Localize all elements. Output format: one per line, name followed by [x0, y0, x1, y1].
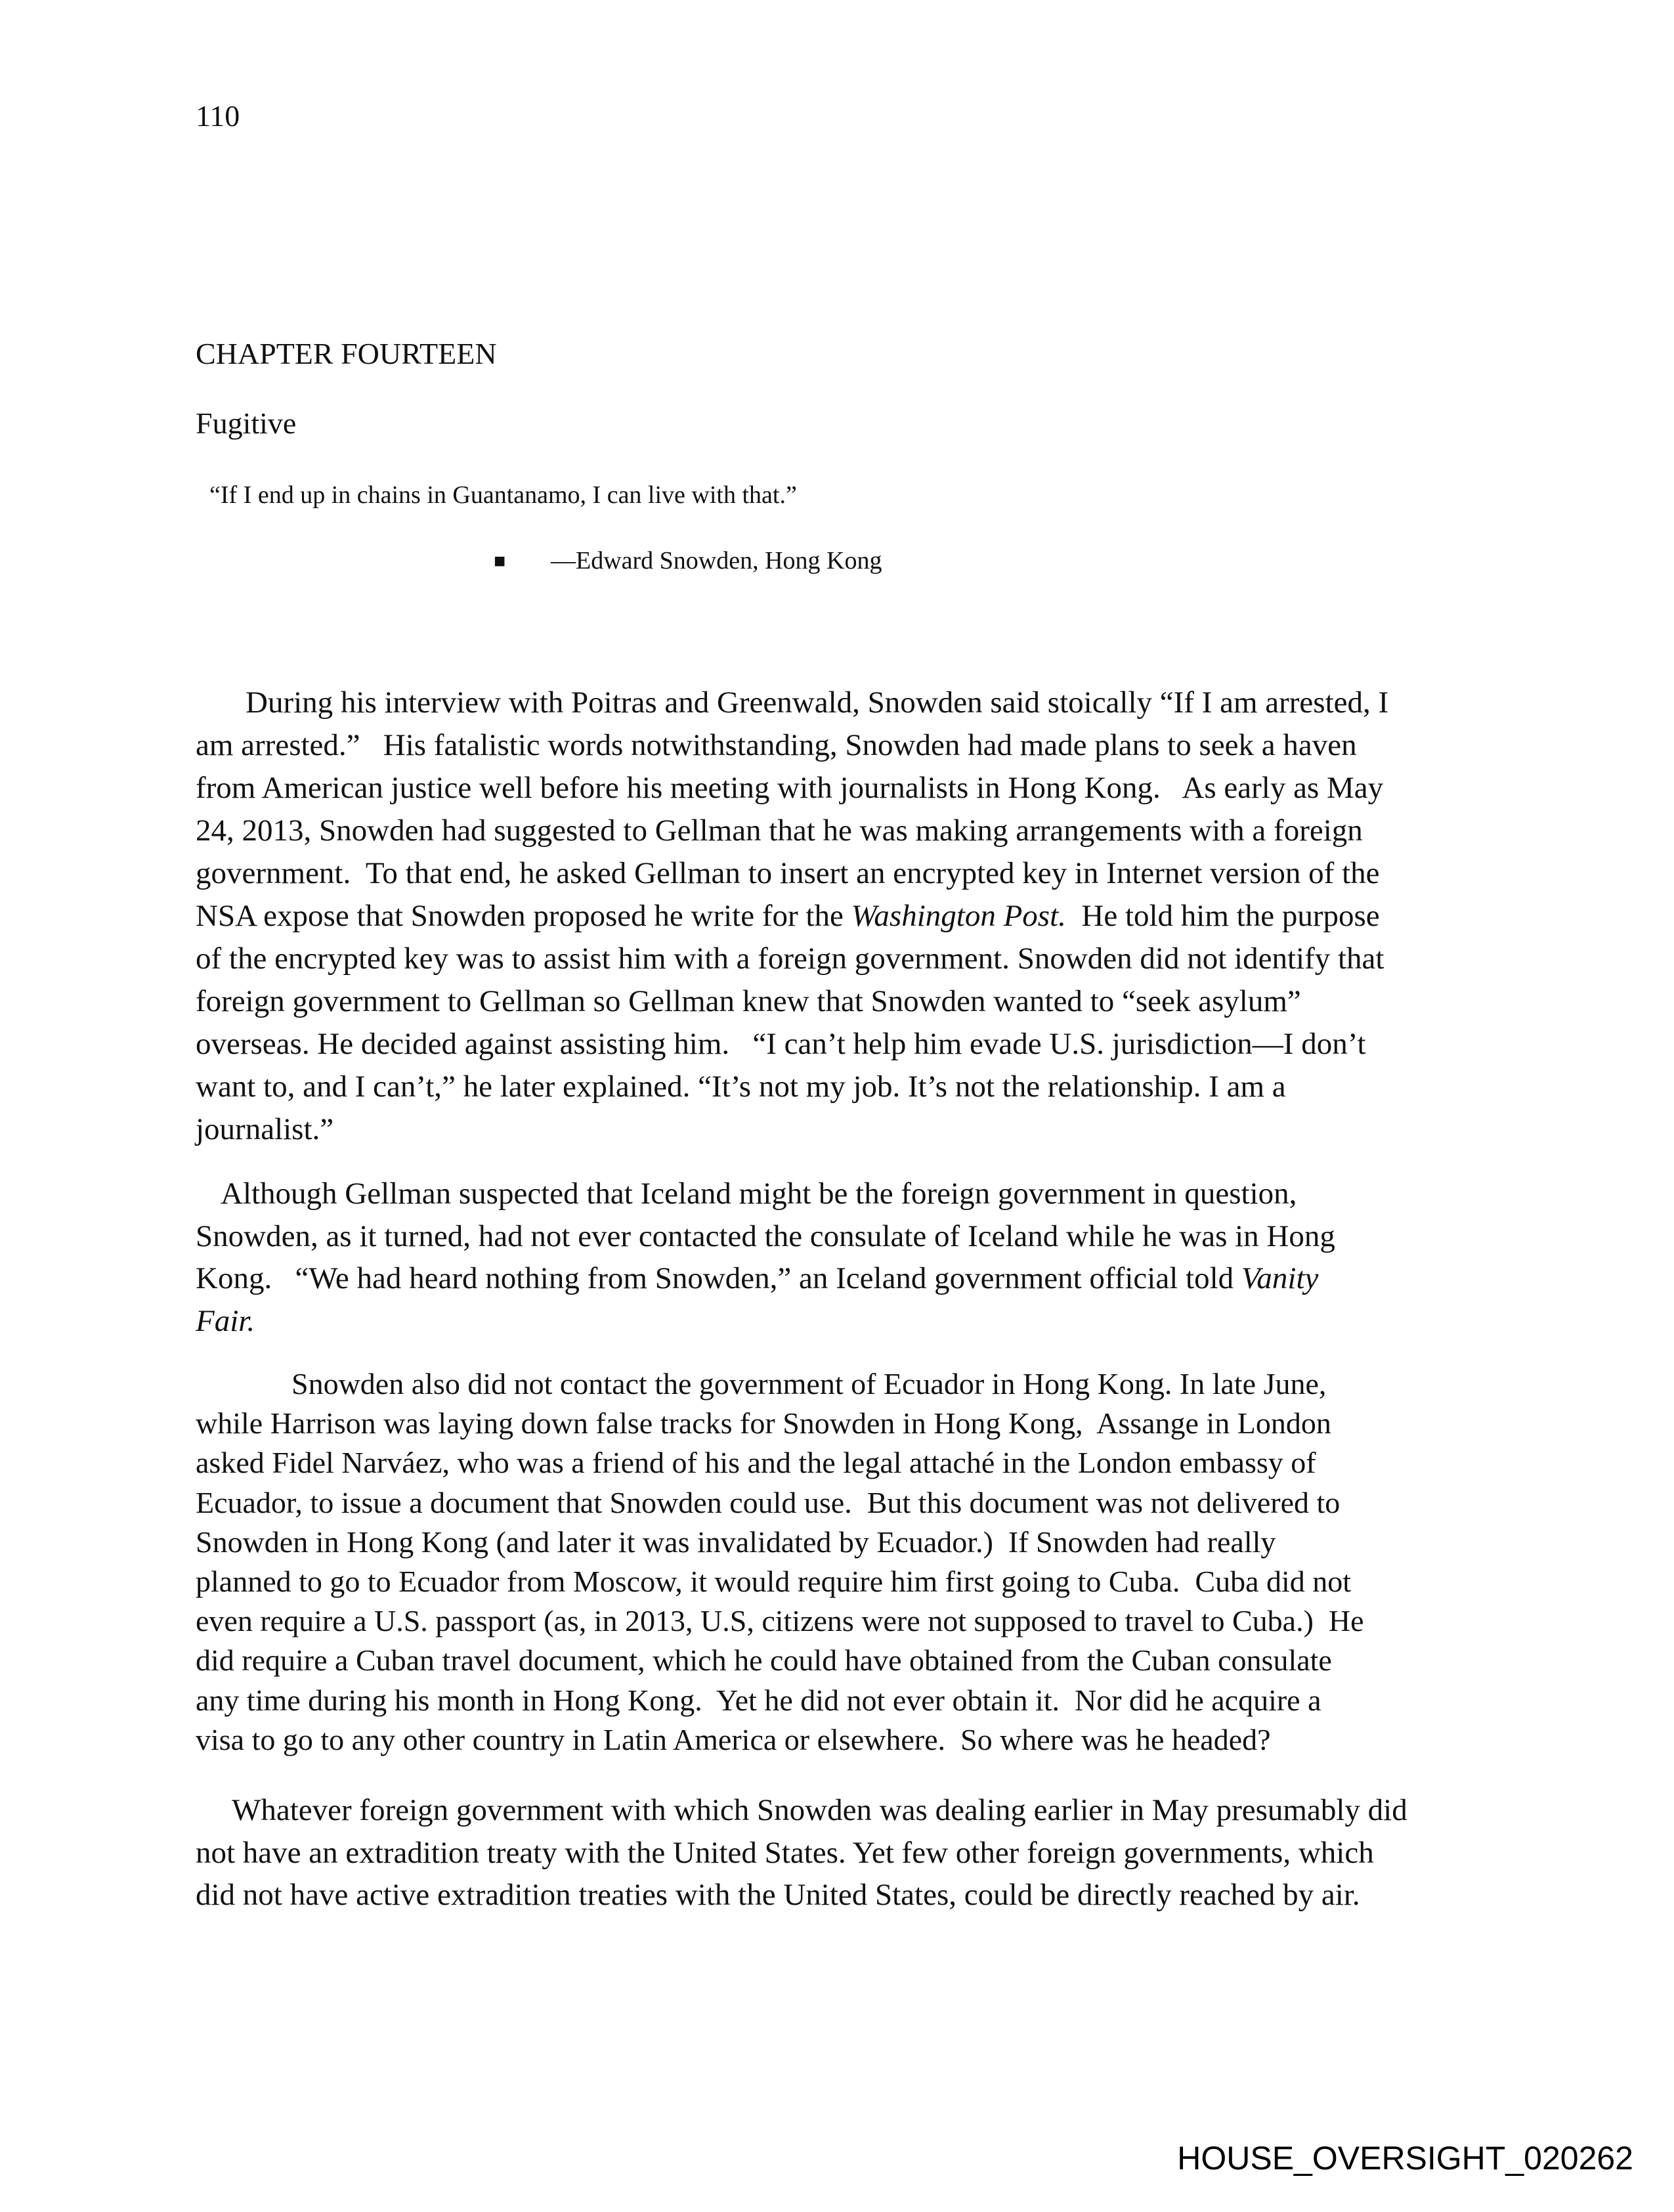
italic-text: Washington Post.	[851, 899, 1066, 933]
body-paragraph	[196, 1789, 1407, 1917]
bates-number-footer: HOUSE_OVERSIGHT_020262	[1177, 2140, 1633, 2177]
text-line	[196, 1832, 1407, 1875]
text-segment: from American justice well before his meeting with journalists in Hong Kong. As early as May	[196, 771, 1384, 805]
epigraph-quote: “If I end up in chains in Guantanamo, I can live with that.”	[209, 481, 797, 509]
body-paragraph	[196, 682, 1388, 1151]
text-line	[196, 980, 1388, 1023]
text-line	[196, 895, 1388, 938]
text-segment: want to, and I can’t,” he later explained. “It’s not my job. It’s not the relationship. I am a	[196, 1070, 1286, 1104]
text-line	[196, 1066, 1388, 1108]
italic-text: Fair.	[196, 1303, 255, 1338]
text-line	[196, 1789, 1407, 1832]
text-segment: asked Fidel Narváez, who was a friend of his and the legal attaché in the London embassy of	[196, 1446, 1316, 1480]
text-segment: Snowden also did not contact the government of Ecuador in Hong Kong. In late June,	[291, 1367, 1327, 1400]
text-line	[196, 1364, 1364, 1404]
text-line	[196, 682, 1388, 724]
text-segment: did not have active extradition treaties with the United States, could be directly reached by air.	[196, 1878, 1360, 1912]
text-line	[196, 1300, 1335, 1343]
italic-text: Vanity	[1241, 1261, 1319, 1295]
text-line	[196, 1173, 1335, 1215]
text-line	[196, 1257, 1335, 1300]
text-segment: Snowden, as it turned, had not ever contacted the consulate of Iceland while he was in Hong	[196, 1219, 1335, 1253]
body-paragraph	[196, 1173, 1335, 1342]
text-segment: any time during his month in Hong Kong. Yet he did not ever obtain it. Nor did he acquire a	[196, 1683, 1321, 1717]
epigraph-attribution: —Edward Snowden, Hong Kong	[551, 547, 882, 575]
bullet-square-icon: ■	[494, 550, 506, 572]
text-line	[196, 1215, 1335, 1258]
text-segment: NSA expose that Snowden proposed he write for the	[196, 899, 851, 933]
text-segment: He told him the purpose	[1065, 899, 1380, 933]
chapter-subtitle: Fugitive	[196, 406, 297, 440]
text-segment: Whatever foreign government with which Snowden was dealing earlier in May presumably did	[232, 1793, 1407, 1827]
text-line	[196, 1404, 1364, 1443]
text-line	[196, 1483, 1364, 1523]
text-line	[196, 1443, 1364, 1483]
text-segment: of the encrypted key was to assist him with a foreign government. Snowden did not identify that	[196, 942, 1384, 976]
text-line	[196, 1562, 1364, 1601]
text-segment: government. To that end, he asked Gellman to insert an encrypted key in Internet version of the	[196, 856, 1380, 890]
chapter-title: CHAPTER FOURTEEN	[196, 337, 497, 370]
text-segment: visa to go to any other country in Latin America or elsewhere. So where was he headed?	[196, 1722, 1271, 1756]
text-line	[196, 1874, 1407, 1917]
text-line	[196, 810, 1388, 852]
text-line	[196, 1681, 1364, 1720]
text-segment: did require a Cuban travel document, which he could have obtained from the Cuban consulate	[196, 1643, 1332, 1678]
text-segment: During his interview with Poitras and Greenwald, Snowden said stoically “If I am arrested, I	[246, 685, 1389, 720]
text-segment: overseas. He decided against assisting him. “I can’t help him evade U.S. jurisdiction—I don’t	[196, 1027, 1366, 1061]
text-segment: Snowden in Hong Kong (and later it was invalidated by Ecuador.) If Snowden had really	[196, 1525, 1276, 1559]
text-line	[196, 852, 1388, 895]
text-line	[196, 1523, 1364, 1562]
page-number: 110	[196, 99, 240, 133]
text-line	[196, 938, 1388, 980]
text-line	[196, 1641, 1364, 1680]
text-segment: while Harrison was laying down false tracks for Snowden in Hong Kong, Assange in London	[196, 1406, 1331, 1441]
text-segment: Ecuador, to issue a document that Snowden could use. But this document was not delivered to	[196, 1485, 1341, 1519]
text-line	[196, 767, 1388, 810]
text-segment: journalist.”	[196, 1112, 334, 1146]
text-segment: not have an extradition treaty with the United States. Yet few other foreign governments, which	[196, 1835, 1374, 1870]
text-line	[196, 1720, 1364, 1760]
body-paragraph	[196, 1364, 1364, 1760]
text-line	[196, 724, 1388, 767]
text-line	[196, 1108, 1388, 1151]
text-line	[196, 1601, 1364, 1641]
text-segment: even require a U.S. passport (as, in 2013, U.S, citizens were not supposed to travel to Cuba.) He	[196, 1604, 1364, 1638]
text-segment: am arrested.” His fatalistic words notwithstanding, Snowden had made plans to seek a haven	[196, 728, 1357, 762]
text-line	[196, 1023, 1388, 1066]
text-segment: planned to go to Ecuador from Moscow, it would require him first going to Cuba. Cuba did not	[196, 1565, 1352, 1599]
text-segment: Kong. “We had heard nothing from Snowden,” an Iceland government official told	[196, 1261, 1241, 1295]
text-segment: 24, 2013, Snowden had suggested to Gellman that he was making arrangements with a foreign	[196, 813, 1363, 848]
text-segment: Although Gellman suspected that Iceland might be the foreign government in question,	[221, 1177, 1297, 1211]
text-segment: foreign government to Gellman so Gellman knew that Snowden wanted to “seek asylum”	[196, 984, 1301, 1018]
